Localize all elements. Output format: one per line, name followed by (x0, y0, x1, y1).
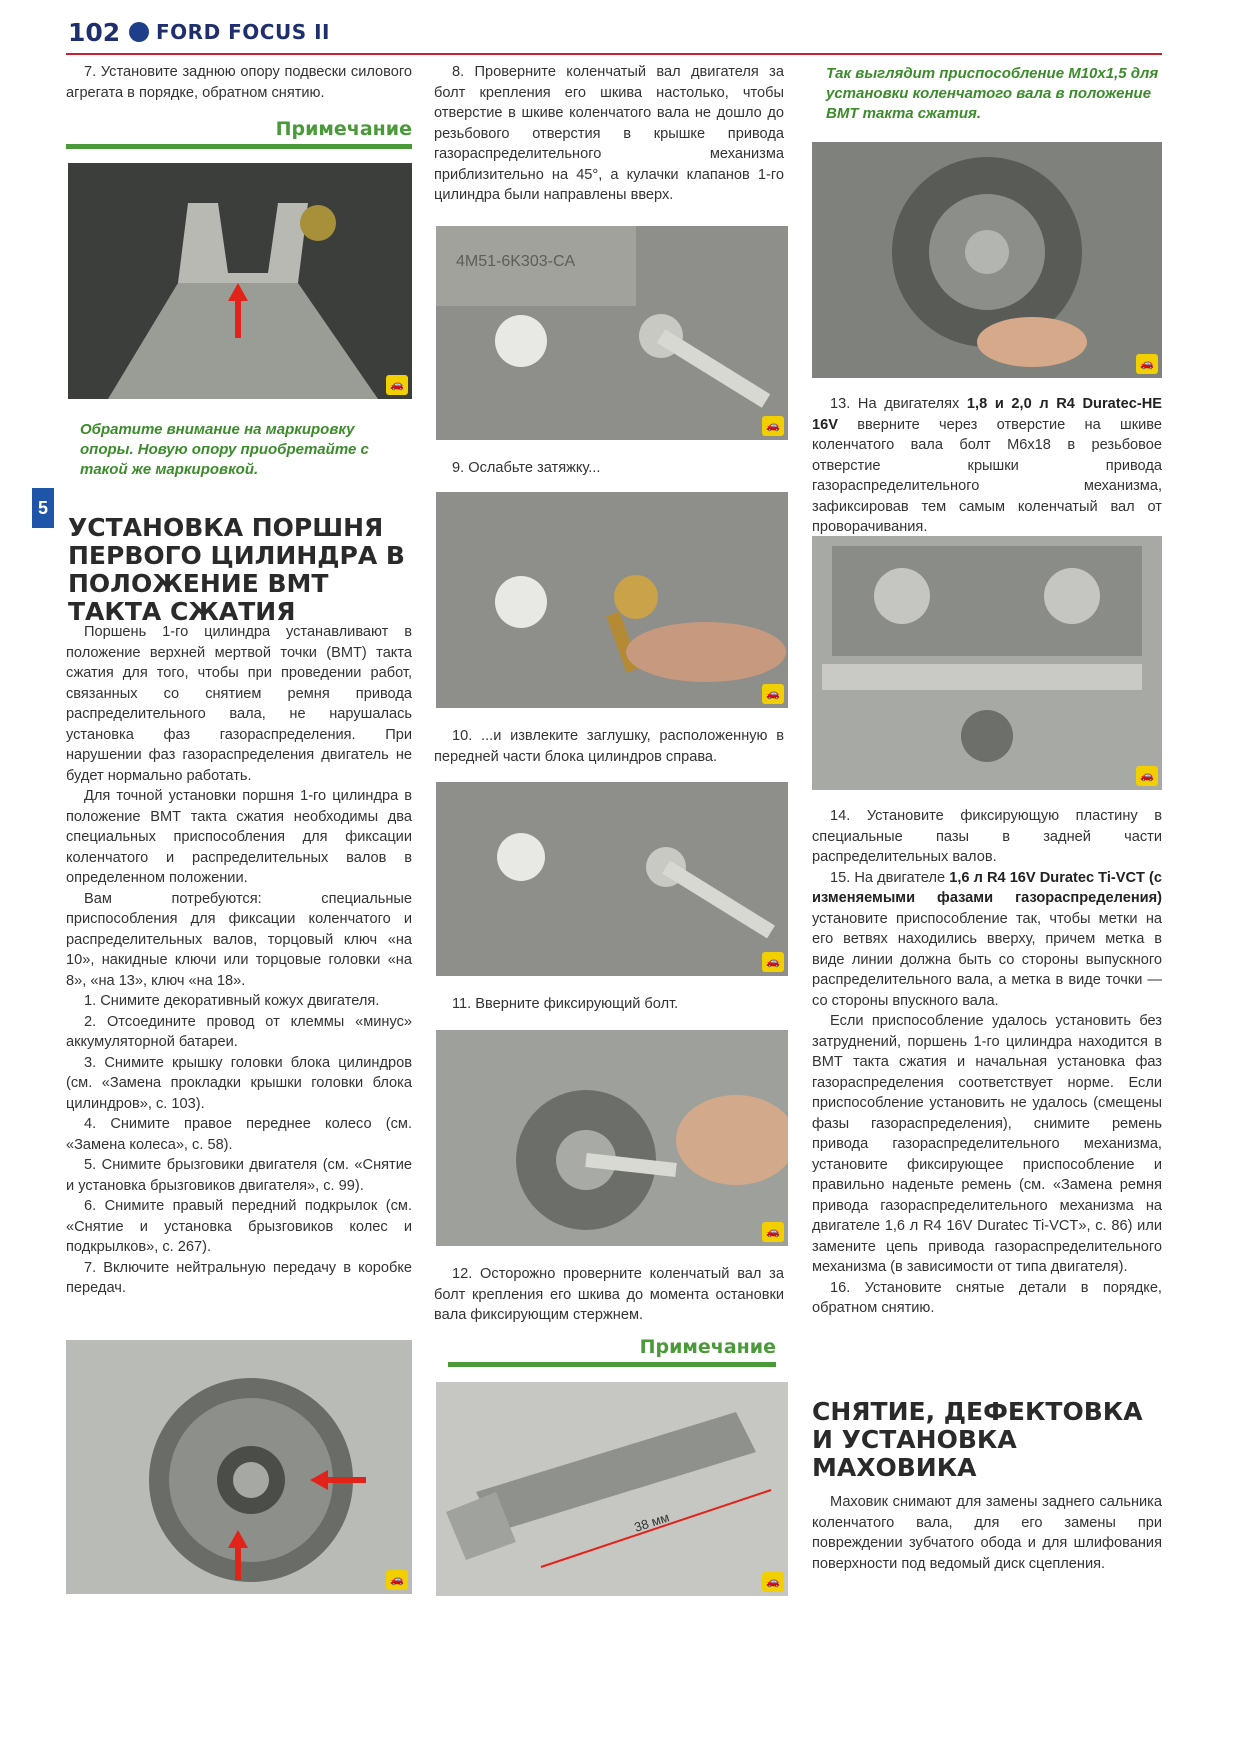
para-tdc-3: Вам потребуются: специальные приспособления для фиксации коленчатого и распределительных валов, торцовый ключ «на 10», накидные ключи или торцовые головки «на 8», «на 13», ключ «на 18». (66, 890, 412, 989)
photo-mount (68, 163, 412, 399)
header-dot-icon (129, 22, 149, 42)
chapter-tab: 5 (32, 488, 54, 528)
step-15-engine: 1,6 л R4 16V Duratec Ti-VCT (с изменяемыми фазами газораспределения) (812, 869, 1162, 906)
step-4: 4. Снимите правое переднее колесо (см. «Замена колеса», с. 58). (66, 1116, 412, 1153)
step-13 (812, 394, 1162, 538)
note-heading: Примечание (275, 118, 412, 140)
publisher-logo-icon: 🚗 (762, 1222, 784, 1242)
step-7: 7. Включите нейтральную передачу в коробке передач. (66, 1259, 412, 1296)
note-heading: Примечание (639, 1336, 776, 1358)
section-title-flywheel: СНЯТИЕ, ДЕФЕКТОВКА И УСТАНОВКА МАХОВИКА (812, 1397, 1143, 1482)
photo-step11-drawing (436, 1030, 788, 1246)
para-tdc-1: Поршень 1-го цилиндра устанавливают в положение верхней мертвой точки (ВМТ) такта сжатия для того, чтобы при проведении работ, связанных со снятием ремня привода распределительного вала, не нарушалась установка фаз газораспределения. При нарушении фаз газораспределения двигатель не будет нормально работать. (66, 624, 412, 784)
photo-tool (436, 1382, 788, 1596)
publisher-logo-icon: 🚗 (762, 416, 784, 436)
step-9: 9. Ослабьте затяжку... (452, 460, 601, 476)
col2-step12 (434, 1264, 784, 1326)
page-number: 102 (68, 18, 121, 47)
para-tdc-2: Для точной установки поршня 1-го цилиндра в положение ВМТ такта сжатия необходимы два специальных приспособления для фиксации коленчатого и распределительных валов в определенном положении. (66, 788, 412, 886)
photo-camshafts (812, 536, 1162, 790)
step-1: 1. Снимите декоративный кожух двигателя. (84, 993, 380, 1009)
col2-step11 (434, 994, 784, 1015)
photo-step11 (436, 1030, 788, 1246)
step-8: 8. Проверните коленчатый вал двигателя за болт крепления его шкива настолько, чтобы отверстие в шкиве коленчатого вала не дошло до резьбового отверстия в крышке привода газораспределительного механизма приблизительно на 45°, а кулачки клапанов 1-го цилиндра были направлены вверх. (434, 64, 784, 203)
note-bar (448, 1362, 776, 1367)
col1-body (66, 622, 412, 1299)
step-6: 6. Снимите правый передний подкрылок (см. «Снятие и установка брызговиков колес и подкрылков», с. 267). (66, 1198, 412, 1255)
step-16: 16. Установите снятые детали в порядке, обратном снятию. (812, 1279, 1162, 1316)
step-12: 12. Осторожно проверните коленчатый вал за болт крепления его шкива до момента остановки вала фиксирующим стержнем. (434, 1266, 784, 1323)
col3-flywheel (812, 1492, 1162, 1574)
note-bar (66, 144, 412, 149)
photo-tool-installed-drawing (812, 142, 1162, 378)
step-15 (812, 868, 1162, 1012)
col2-note (448, 1336, 776, 1367)
step-10: 10. ...и извлеките заглушку, расположенную в передней части блока цилиндров справа. (434, 728, 784, 765)
note-caption: Обратите внимание на маркировку опоры. Новую опору приобретайте с такой же маркировкой. (80, 421, 369, 478)
publisher-logo-icon: 🚗 (762, 1572, 784, 1592)
step-3: 3. Снимите крышку головки блока цилиндров (см. «Замена прокладки крышки головки блока цилиндров», с. 103). (66, 1054, 412, 1112)
col1-note (66, 118, 412, 149)
step-11: 11. Вверните фиксирующий болт. (452, 996, 679, 1012)
photo-step10-drawing (436, 782, 788, 976)
step-15-a: 15. На двигателе (830, 869, 950, 886)
section-title-tdc: УСТАНОВКА ПОРШНЯ ПЕРВОГО ЦИЛИНДРА В ПОЛОЖЕНИЕ ВМТ ТАКТА СЖАТИЯ (68, 513, 405, 626)
tool-caption: Так выглядит приспособление М10х1,5 для установки коленчатого вала в положение ВМТ такта сжатия. (826, 65, 1159, 122)
step-13-engine: 1,8 и 2,0 л R4 Duratec-HE 16V (812, 396, 1162, 433)
book-title: FORD FOCUS II (156, 20, 330, 44)
step-2: 2. Отсоедините провод от клеммы «минус» аккумуляторной батареи. (66, 1013, 412, 1050)
col3-step13 (812, 394, 1162, 538)
para-check: Если приспособление удалось установить без затруднений, поршень 1-го цилиндра находится в ВМТ такта сжатия и начальная установка фаз газораспределения соответствует норме. Если приспособление установить не удалось (смещены фазы газораспределения), снимите ремень привода газораспределительного механизма, установите фиксирующее приспособление и правильно наденьте ремень (см. «Замена ремня привода газораспределительного механизма на двигателе 1,6 л R4 16V Duratec Ti-VCT», с. 86) или замените цепь привода газораспределительного механизма (в зависимости от типа двигателя). (812, 1013, 1162, 1275)
col2-step10 (434, 726, 784, 767)
header-rule (66, 53, 1162, 55)
step-14: 14. Установите фиксирующую пластину в специальные пазы в задней части распределительных валов. (812, 808, 1162, 865)
photo-step10 (436, 782, 788, 976)
photo-step8 (436, 226, 788, 440)
part-marking: 4M51-6K303-CA (456, 253, 576, 270)
publisher-logo-icon: 🚗 (386, 375, 408, 395)
publisher-logo-icon: 🚗 (762, 952, 784, 972)
photo-pulley-drawing (66, 1340, 412, 1594)
para-flywheel: Маховик снимают для замены заднего сальника коленчатого вала, для его замены при повреждении зубчатого обода и для шлифования поверхности под ведомый диск сцепления. (812, 1494, 1162, 1572)
col3-body (812, 806, 1162, 1319)
publisher-logo-icon: 🚗 (762, 684, 784, 704)
photo-step9 (436, 492, 788, 708)
photo-step9-drawing (436, 492, 788, 708)
step-15-c: установите приспособление так, чтобы метки на его ветвях находились вверху, причем метка в виде линии должна быть со стороны выпускного распределительного вала, а метка в виде точки — со стороны впускного вала. (812, 910, 1162, 1009)
publisher-logo-icon: 🚗 (1136, 354, 1158, 374)
col2-step9 (434, 458, 784, 479)
col2-step8 (434, 62, 784, 206)
step-13-c: вверните через отверстие на шкиве коленчатого вала болт М6х18 в резьбовое отверстие крышки привода газораспределительного механизма, зафиксировав тем самым коленчатый вал от проворачивания. (812, 416, 1162, 535)
step-13-a: 13. На двигателях (830, 396, 967, 412)
photo-mount-drawing (68, 163, 412, 399)
col1-intro (66, 62, 412, 103)
publisher-logo-icon: 🚗 (386, 1570, 408, 1590)
photo-pulley (66, 1340, 412, 1594)
step-5: 5. Снимите брызговики двигателя (см. «Снятие и установка брызговиков двигателя», с. 99). (66, 1157, 412, 1194)
step-7-top: 7. Установите заднюю опору подвески силового агрегата в порядке, обратном снятию. (66, 64, 412, 101)
photo-tool-drawing (436, 1382, 788, 1596)
dimension-label: 38 мм (632, 1509, 672, 1535)
photo-step8-drawing (436, 226, 788, 440)
publisher-logo-icon: 🚗 (1136, 766, 1158, 786)
photo-camshafts-drawing (812, 536, 1162, 790)
photo-tool-installed (812, 142, 1162, 378)
